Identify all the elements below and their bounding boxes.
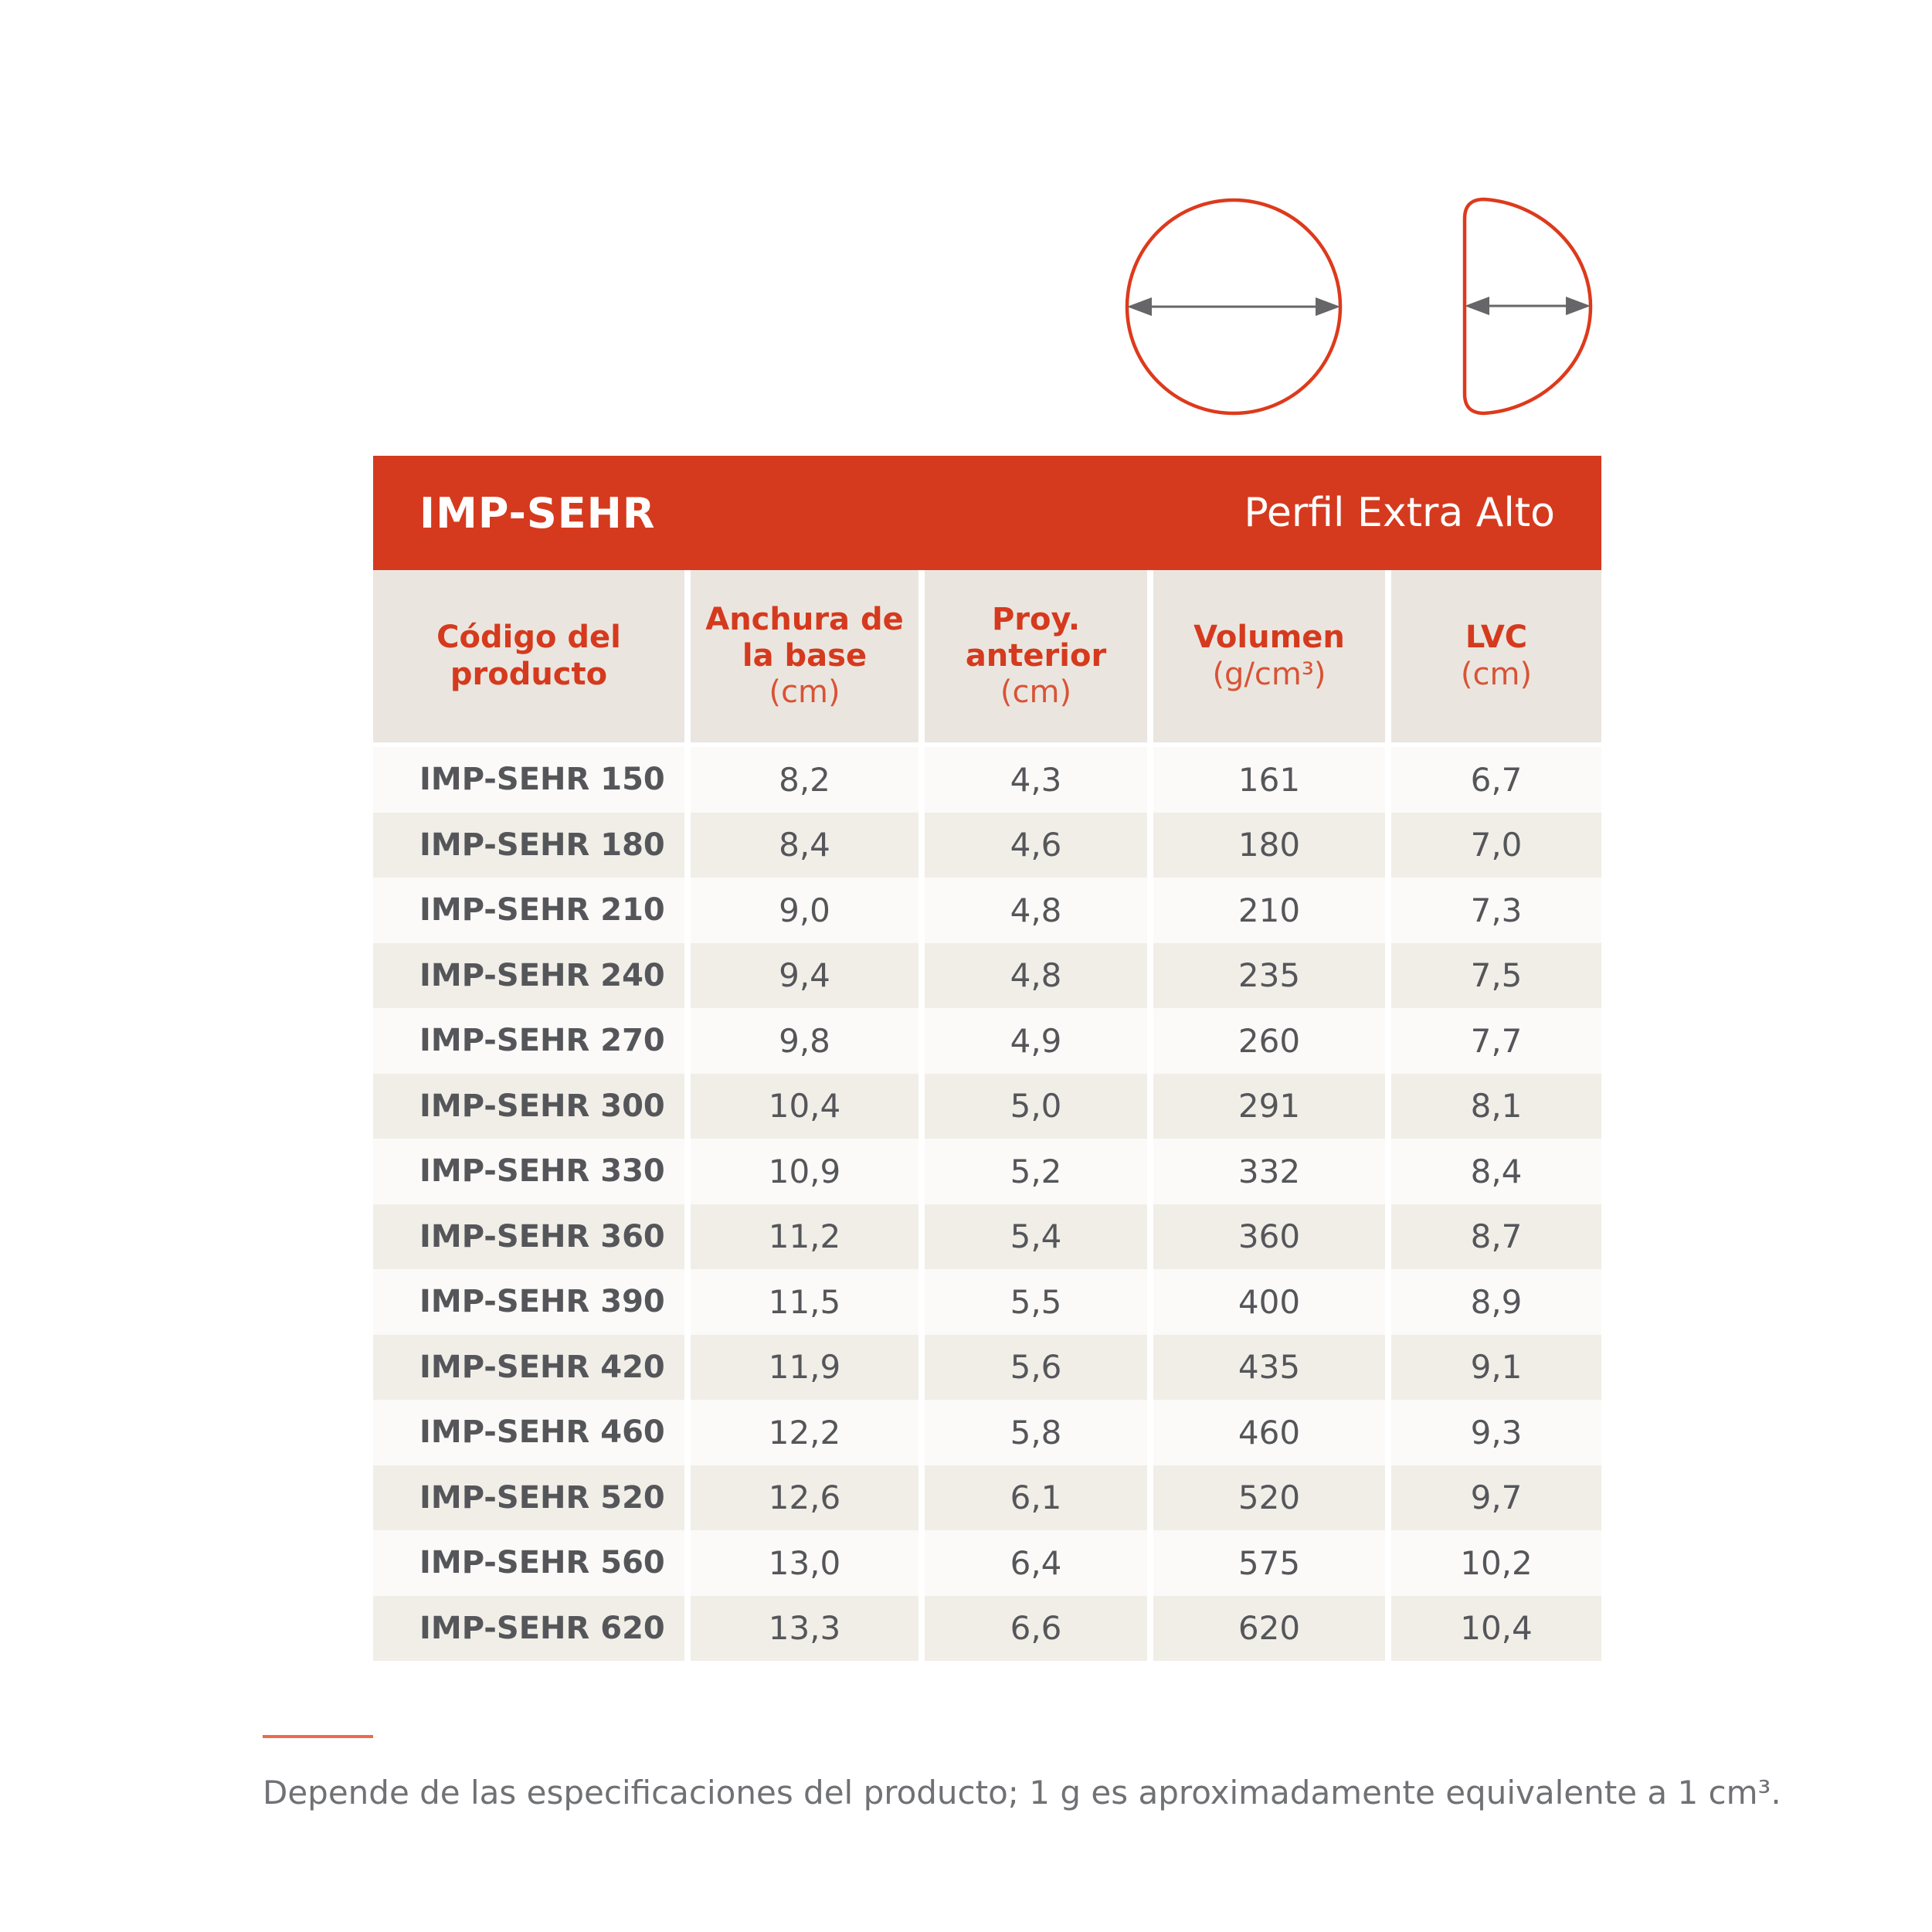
projection-cell: 5,5 — [925, 1269, 1147, 1335]
volume-cell: 620 — [1153, 1596, 1385, 1662]
width-arrow-icon — [1465, 297, 1591, 315]
projection-cell: 4,6 — [925, 813, 1147, 878]
table-header-row — [373, 570, 1601, 742]
base-width-cell: 9,0 — [691, 878, 918, 943]
column-header-label: Proy. anterior — [965, 601, 1107, 674]
volume-cell: 291 — [1153, 1074, 1385, 1139]
projection-cell: 5,0 — [925, 1074, 1147, 1139]
lvc-cell: 7,0 — [1391, 813, 1601, 878]
spec-table — [373, 456, 1601, 1661]
volume-cell: 332 — [1153, 1139, 1385, 1204]
product-code-cell: IMP-SEHR 560 — [373, 1530, 684, 1596]
table-subtitle: Perfil Extra Alto — [1244, 490, 1555, 536]
footnote-text: Depende de las especificaciones del producto; 1 g es aproximadamente equivalente a 1 cm³. — [263, 1774, 1781, 1811]
implant-diagrams — [1087, 183, 1628, 438]
table-row — [373, 1074, 1601, 1139]
volume-cell: 400 — [1153, 1269, 1385, 1335]
projection-cell: 5,4 — [925, 1204, 1147, 1270]
column-header-label: LVC — [1465, 620, 1528, 656]
base-width-cell: 9,8 — [691, 1008, 918, 1074]
table-row — [373, 1465, 1601, 1531]
product-code-cell: IMP-SEHR 240 — [373, 943, 684, 1009]
table-row — [373, 1335, 1601, 1401]
projection-cell: 6,4 — [925, 1530, 1147, 1596]
diameter-arrow-icon — [1127, 297, 1340, 316]
column-header-label: Anchura de la base (cm) — [705, 601, 904, 711]
product-code-cell: IMP-SEHR 420 — [373, 1335, 684, 1401]
base-width-cell: 8,4 — [691, 813, 918, 878]
projection-cell: 6,1 — [925, 1465, 1147, 1531]
column-header-unit: (g/cm³) — [1212, 656, 1326, 692]
volume-cell: 520 — [1153, 1465, 1385, 1531]
table-title-bar — [373, 456, 1601, 570]
lvc-cell: 10,2 — [1391, 1530, 1601, 1596]
base-width-cell: 11,5 — [691, 1269, 918, 1335]
table-row — [373, 1008, 1601, 1074]
table-body — [373, 747, 1601, 1661]
volume-cell: 180 — [1153, 813, 1385, 878]
lvc-cell: 8,4 — [1391, 1139, 1601, 1204]
column-header-lvc — [1391, 570, 1601, 742]
table-row — [373, 747, 1601, 813]
base-width-cell: 12,6 — [691, 1465, 918, 1531]
volume-cell: 210 — [1153, 878, 1385, 943]
lvc-cell: 7,5 — [1391, 943, 1601, 1009]
table-row — [373, 813, 1601, 878]
projection-cell: 4,9 — [925, 1008, 1147, 1074]
table-row — [373, 1204, 1601, 1270]
base-width-cell: 8,2 — [691, 747, 918, 813]
projection-cell: 6,6 — [925, 1596, 1147, 1662]
footnote-divider — [263, 1735, 373, 1738]
base-width-cell: 10,4 — [691, 1074, 918, 1139]
table-row — [373, 878, 1601, 943]
product-code-cell: IMP-SEHR 300 — [373, 1074, 684, 1139]
product-code-cell: IMP-SEHR 520 — [373, 1465, 684, 1531]
column-header-product-code — [373, 570, 684, 742]
volume-cell: 460 — [1153, 1400, 1385, 1465]
product-code-cell: IMP-SEHR 270 — [373, 1008, 684, 1074]
lvc-cell: 9,1 — [1391, 1335, 1601, 1401]
product-code-cell: IMP-SEHR 360 — [373, 1204, 684, 1270]
volume-cell: 161 — [1153, 747, 1385, 813]
lvc-cell: 8,7 — [1391, 1204, 1601, 1270]
table-title: IMP-SEHR — [419, 488, 656, 538]
column-header-base-width — [691, 570, 918, 742]
base-width-cell: 11,9 — [691, 1335, 918, 1401]
volume-cell: 235 — [1153, 943, 1385, 1009]
table-row — [373, 1139, 1601, 1204]
lvc-cell: 8,1 — [1391, 1074, 1601, 1139]
column-header-label: Volumen — [1193, 620, 1345, 656]
product-code-cell: IMP-SEHR 390 — [373, 1269, 684, 1335]
column-header-unit: (cm) — [769, 674, 840, 711]
volume-cell: 360 — [1153, 1204, 1385, 1270]
volume-cell: 575 — [1153, 1530, 1385, 1596]
column-header-volume — [1153, 570, 1385, 742]
projection-cell: 4,8 — [925, 943, 1147, 1009]
lvc-cell: 6,7 — [1391, 747, 1601, 813]
product-code-cell: IMP-SEHR 460 — [373, 1400, 684, 1465]
lvc-cell: 10,4 — [1391, 1596, 1601, 1662]
projection-cell: 4,3 — [925, 747, 1147, 813]
volume-cell: 435 — [1153, 1335, 1385, 1401]
base-width-cell: 13,0 — [691, 1530, 918, 1596]
table-row — [373, 1530, 1601, 1596]
base-width-cell: 11,2 — [691, 1204, 918, 1270]
product-code-cell: IMP-SEHR 330 — [373, 1139, 684, 1204]
lvc-cell: 7,7 — [1391, 1008, 1601, 1074]
table-row — [373, 943, 1601, 1009]
table-row — [373, 1400, 1601, 1465]
table-row — [373, 1596, 1601, 1662]
column-header-label: Código del producto — [436, 620, 621, 692]
base-width-cell: 9,4 — [691, 943, 918, 1009]
lvc-cell: 9,3 — [1391, 1400, 1601, 1465]
lvc-cell: 7,3 — [1391, 878, 1601, 943]
volume-cell: 260 — [1153, 1008, 1385, 1074]
base-width-cell: 12,2 — [691, 1400, 918, 1465]
column-header-unit: (cm) — [1000, 674, 1072, 711]
column-header-unit: (cm) — [1460, 656, 1533, 692]
projection-cell: 5,2 — [925, 1139, 1147, 1204]
product-code-cell: IMP-SEHR 150 — [373, 747, 684, 813]
projection-cell: 4,8 — [925, 878, 1147, 943]
lvc-cell: 8,9 — [1391, 1269, 1601, 1335]
column-header-projection — [925, 570, 1147, 742]
product-code-cell: IMP-SEHR 180 — [373, 813, 684, 878]
projection-cell: 5,8 — [925, 1400, 1147, 1465]
product-code-cell: IMP-SEHR 620 — [373, 1596, 684, 1662]
base-width-cell: 10,9 — [691, 1139, 918, 1204]
lvc-cell: 9,7 — [1391, 1465, 1601, 1531]
table-row — [373, 1269, 1601, 1335]
base-width-cell: 13,3 — [691, 1596, 918, 1662]
product-code-cell: IMP-SEHR 210 — [373, 878, 684, 943]
projection-cell: 5,6 — [925, 1335, 1147, 1401]
